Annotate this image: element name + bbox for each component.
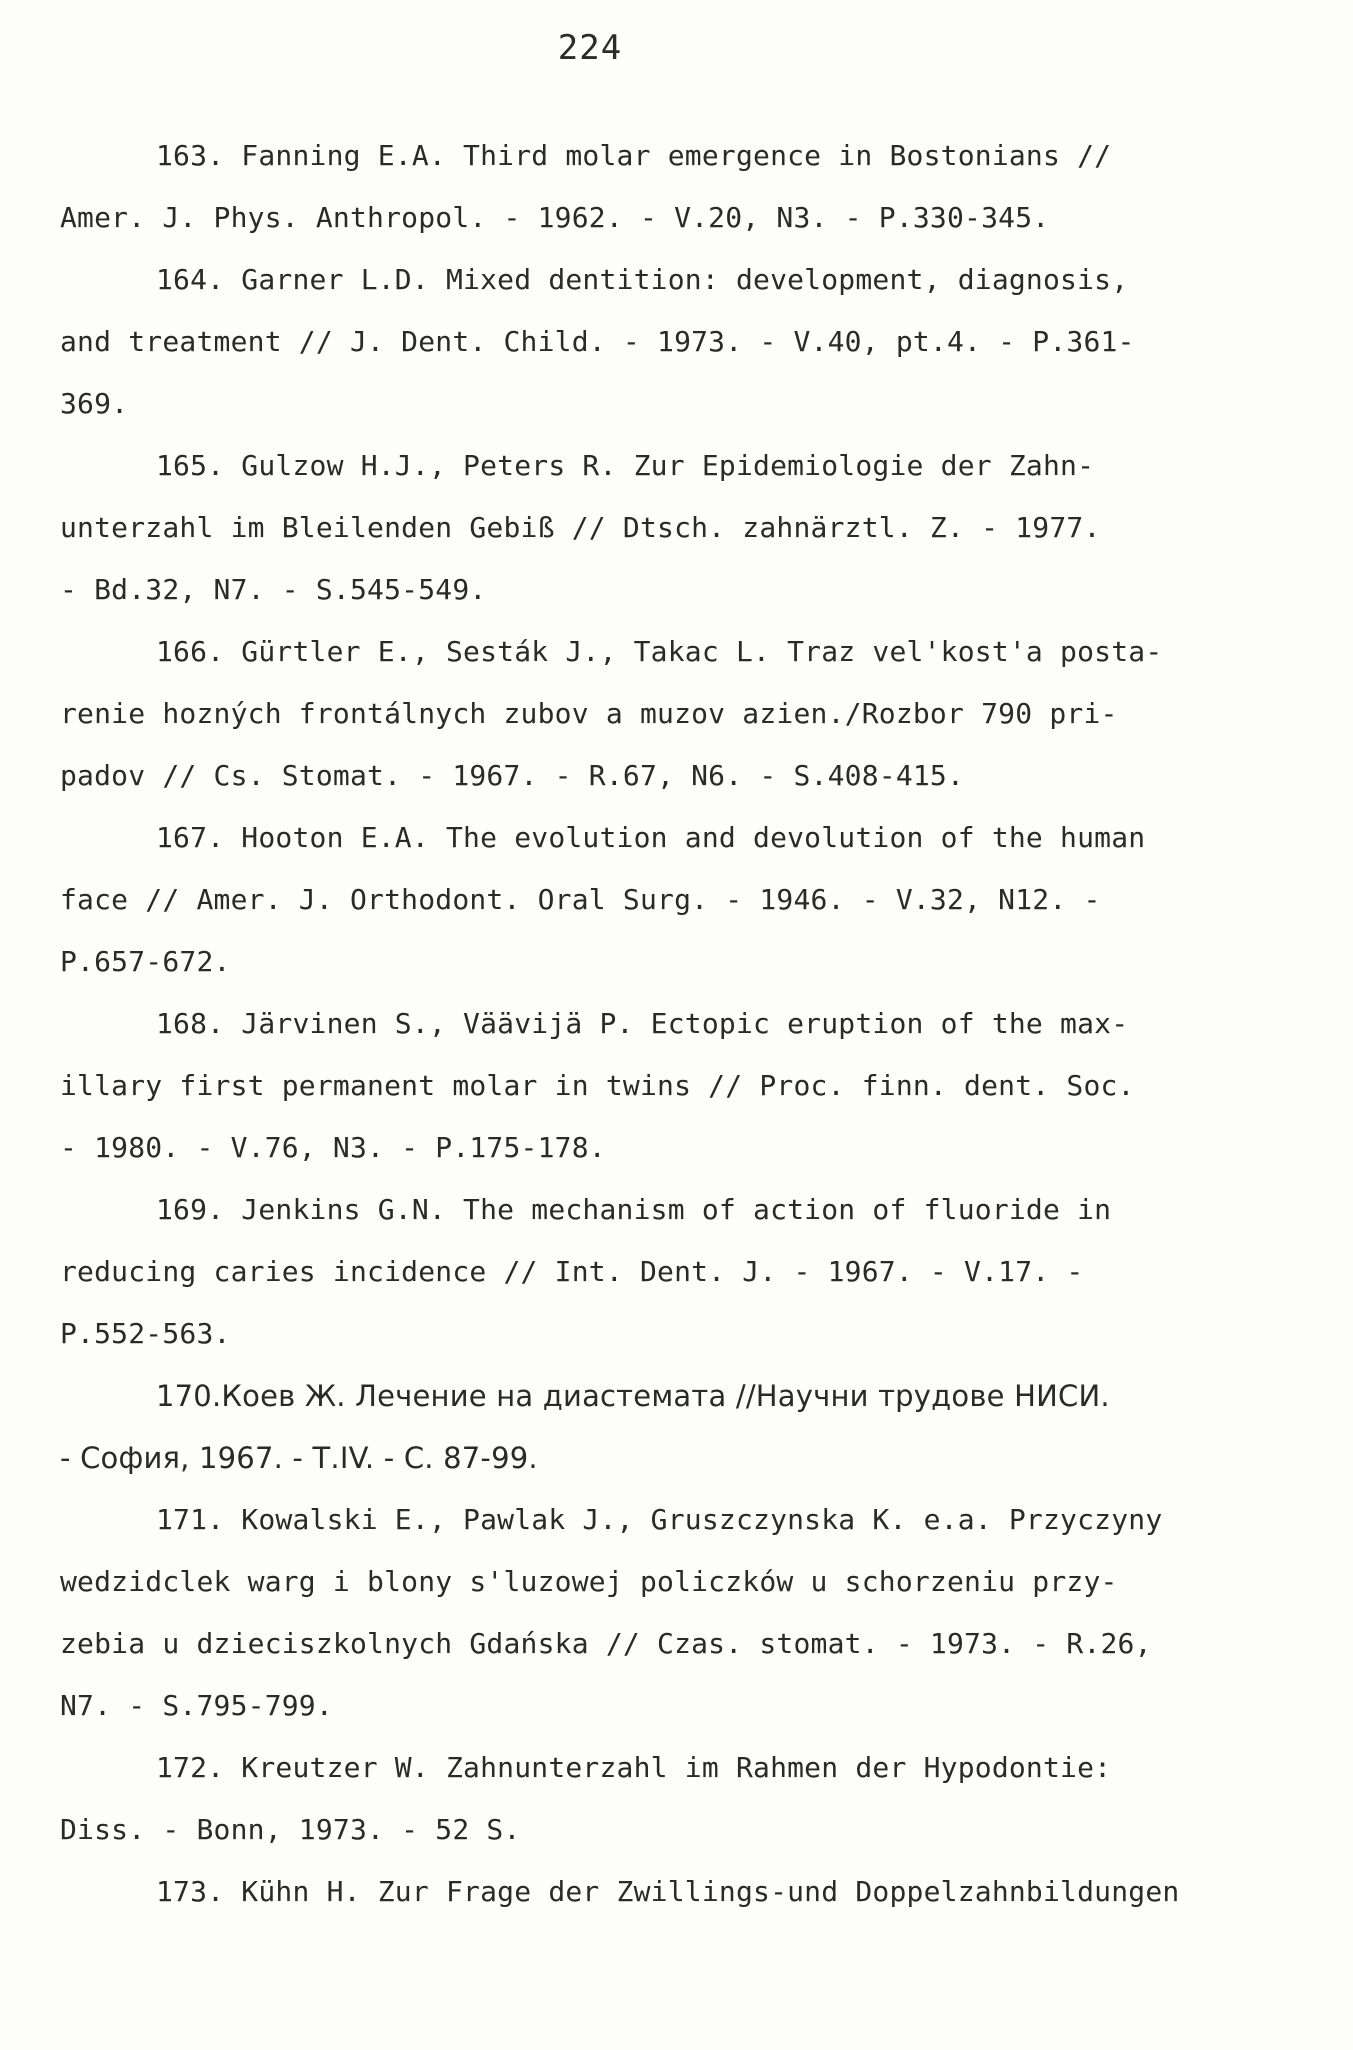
reference-entry <box>60 249 1310 435</box>
reference-line-first: 173. Kühn H. Zur Frage der Zwillings-und Doppelzahnbildungen <box>156 1875 1180 1908</box>
reference-entry <box>60 1489 1310 1737</box>
reference-line: P.552-563. <box>60 1317 231 1350</box>
reference-entry <box>60 807 1310 993</box>
reference-line: zebia u dzieciszkolnych Gdańska // Czas. stomat. - 1973. - R.26, <box>60 1627 1152 1660</box>
reference-line: illary first permanent molar in twins // Proc. finn. dent. Soc. <box>60 1069 1135 1102</box>
reference-line-first: 164. Garner L.D. Mixed dentition: development, diagnosis, <box>156 263 1129 296</box>
reference-line: and treatment // J. Dent. Child. - 1973. - V.40, pt.4. - P.361- <box>60 325 1135 358</box>
reference-line: face // Amer. J. Orthodont. Oral Surg. - 1946. - V.32, N12. - <box>60 883 1101 916</box>
reference-line: 369. <box>60 387 129 420</box>
reference-line: - Bd.32, N7. - S.545-549. <box>60 573 487 606</box>
reference-list <box>60 125 1310 1923</box>
reference-entry <box>60 621 1310 807</box>
reference-line-first: 169. Jenkins G.N. The mechanism of action of fluoride in <box>156 1193 1112 1226</box>
reference-entry <box>60 1365 1310 1489</box>
reference-line: unterzahl im Bleilenden Gebiß // Dtsch. zahnärztl. Z. - 1977. <box>60 511 1101 544</box>
reference-line-first: 166. Gürtler E., Sesták J., Takac L. Traz vel'kost'a posta- <box>156 635 1163 668</box>
reference-line-first: 167. Hooton E.A. The evolution and devolution of the human <box>156 821 1146 854</box>
reference-line: renie hozných frontálnych zubov a muzov azien./Rozbor 790 pri- <box>60 697 1118 730</box>
reference-line: wedzidclek warg i blony s'luzowej policzków u schorzeniu przy- <box>60 1565 1118 1598</box>
reference-line-first: 170.Коев Ж. Лечение на диастемата //Научни трудове НИСИ. <box>156 1379 1110 1413</box>
reference-entry <box>60 125 1310 249</box>
reference-line-first: 171. Kowalski E., Pawlak J., Gruszczynska K. e.a. Przyczyny <box>156 1503 1163 1536</box>
reference-line: padov // Cs. Stomat. - 1967. - R.67, N6. - S.408-415. <box>60 759 965 792</box>
reference-entry <box>60 993 1310 1179</box>
reference-line-first: 168. Järvinen S., Väävijä P. Ectopic eruption of the max- <box>156 1007 1129 1040</box>
page-number: 224 <box>557 28 623 68</box>
reference-line-first: 163. Fanning E.A. Third molar emergence in Bostonians // <box>156 139 1112 172</box>
reference-entry <box>60 1179 1310 1365</box>
reference-line: Diss. - Bonn, 1973. - 52 S. <box>60 1813 521 1846</box>
reference-line: - 1980. - V.76, N3. - P.175-178. <box>60 1131 606 1164</box>
reference-entry <box>60 435 1310 621</box>
reference-line: N7. - S.795-799. <box>60 1689 333 1722</box>
reference-line: P.657-672. <box>60 945 231 978</box>
reference-entry <box>60 1737 1310 1861</box>
reference-line: - София, 1967. - Т.IV. - С. 87-99. <box>60 1441 538 1475</box>
reference-line-first: 165. Gulzow H.J., Peters R. Zur Epidemiologie der Zahn- <box>156 449 1095 482</box>
reference-line-first: 172. Kreutzer W. Zahnunterzahl im Rahmen der Hypodontie: <box>156 1751 1112 1784</box>
reference-entry <box>60 1861 1310 1923</box>
reference-line: Amer. J. Phys. Anthropol. - 1962. - V.20, N3. - P.330-345. <box>60 201 1050 234</box>
reference-line: reducing caries incidence // Int. Dent. J. - 1967. - V.17. - <box>60 1255 1084 1288</box>
